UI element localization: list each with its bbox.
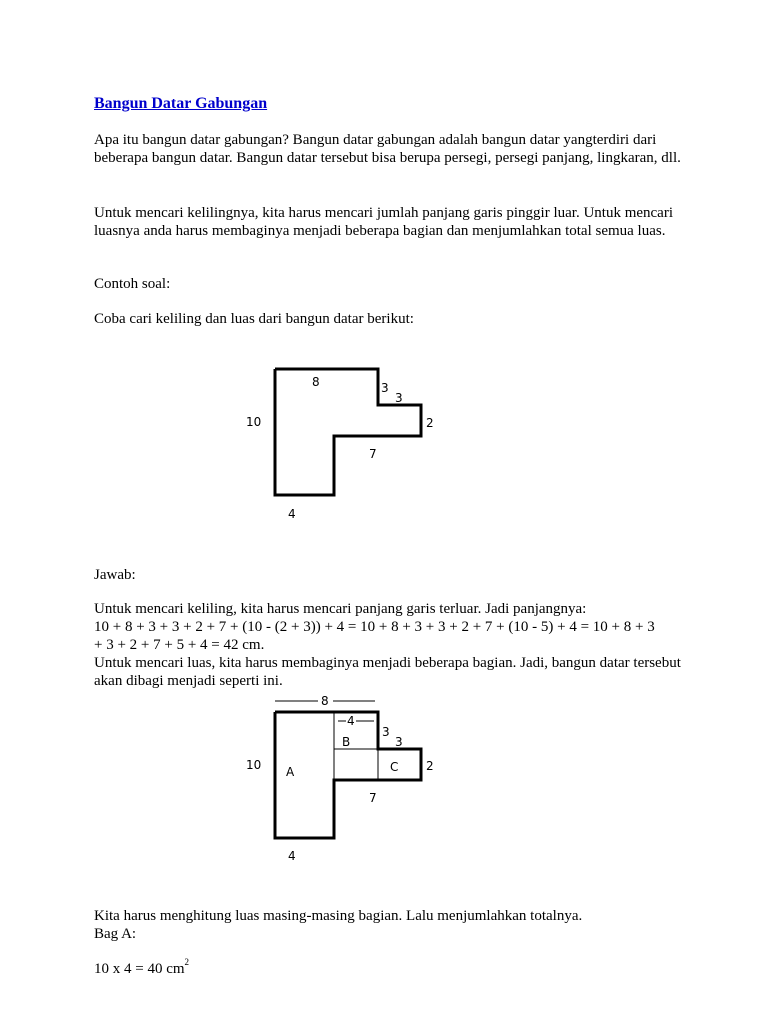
- label-left: 10: [246, 415, 262, 429]
- label-left: 10: [246, 758, 262, 772]
- shape-outline: [275, 369, 421, 495]
- perimeter-line-1: 10 + 8 + 3 + 3 + 2 + 7 + (10 - (2 + 3)) + 4 = 10 + 8 + 3 + 3 + 2 + 7 + (10 - 5) + 4 = 10 + 8 + 3: [94, 619, 655, 635]
- area-unit-exponent: 2: [184, 957, 190, 967]
- perimeter-line-2: + 3 + 2 + 7 + 5 + 4 = 42 cm.: [94, 637, 265, 653]
- label-b-width: 4: [347, 714, 355, 728]
- intro-paragraph: Apa itu bangun datar gabungan? Bangun datar gabungan adalah bangun datar yangterdiri dari beberapa bangun datar. Bangun datar tersebut bisa berupa persegi, persegi panjang, lingkaran, dll.: [94, 132, 681, 166]
- label-step-horizontal: 3: [395, 391, 403, 405]
- label-right: 2: [426, 759, 434, 773]
- label-top: 8: [321, 694, 329, 708]
- question-text: Coba cari keliling dan luas dari bangun datar berikut:: [94, 311, 414, 327]
- part-a-calculation: [94, 957, 694, 978]
- label-part-a: A: [286, 765, 295, 779]
- perimeter-intro: Untuk mencari keliling, kita harus mencari panjang garis terluar. Jadi panjangnya:: [94, 601, 587, 617]
- shape-outline: [275, 712, 421, 838]
- label-inner: 7: [369, 791, 377, 805]
- label-inner: 7: [369, 447, 377, 461]
- label-step-vertical: 3: [381, 381, 389, 395]
- label-right: 2: [426, 416, 434, 430]
- compute-intro: Kita harus menghitung luas masing-masing bagian. Lalu menjumlahkan totalnya.: [94, 908, 583, 924]
- area-intro: Untuk mencari luas, kita harus membaginya menjadi beberapa bagian. Jadi, bangun datar tersebut akan dibagi menjadi seperti ini.: [94, 655, 681, 689]
- part-a-label: Bag A:: [94, 926, 137, 942]
- divided-shape-figure: [230, 690, 460, 870]
- answer-label: Jawab:: [94, 567, 136, 583]
- composite-shape-figure: [230, 355, 460, 530]
- label-bottom: 4: [288, 507, 296, 521]
- label-top: 8: [312, 375, 320, 389]
- label-part-c: C: [390, 760, 399, 774]
- page-title[interactable]: Bangun Datar Gabungan: [94, 95, 268, 112]
- example-label: Contoh soal:: [94, 276, 171, 292]
- method-paragraph: Untuk mencari kelilingnya, kita harus mencari jumlah panjang garis pinggir luar. Untuk mencari luasnya anda harus membaginya menjadi beberapa bagian dan menjumlahkan total semua luas.: [94, 205, 674, 239]
- label-part-b: B: [342, 735, 351, 749]
- label-step-horizontal: 3: [395, 735, 403, 749]
- part-a-calc-text: 10 x 4 = 40 cm: [94, 961, 185, 977]
- label-step-vertical: 3: [382, 725, 390, 739]
- label-bottom: 4: [288, 849, 296, 863]
